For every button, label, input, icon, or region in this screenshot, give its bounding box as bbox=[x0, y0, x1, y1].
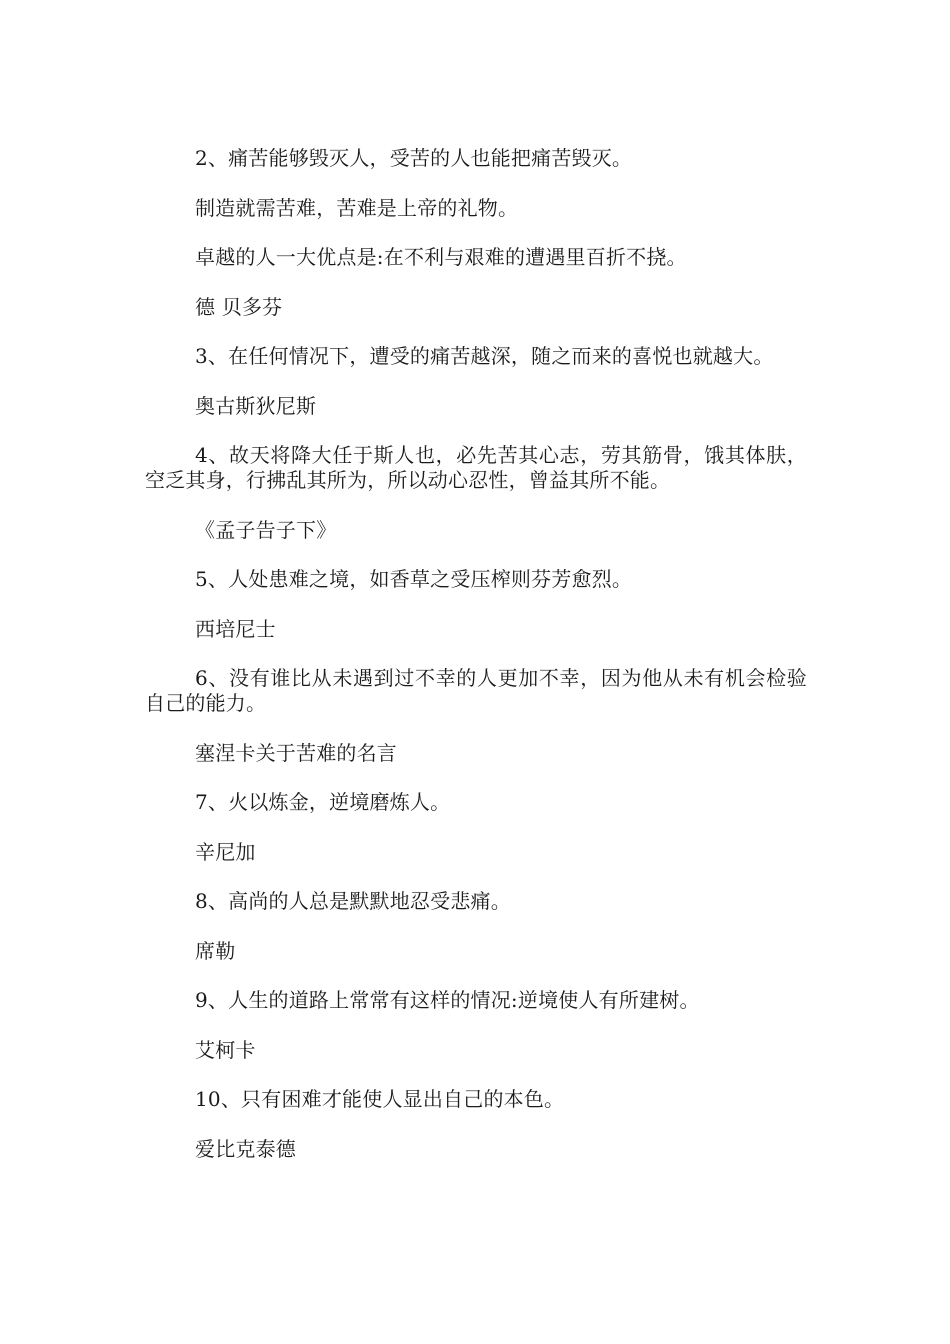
quote-paragraph: 4、故天将降大任于斯人也，必先苦其心志，劳其筋骨，饿其体肤，空乏其身，行拂乱其所为，所以动心忍性，曾益其所不能。 bbox=[145, 443, 807, 492]
quote-author: 爱比克泰德 bbox=[195, 1136, 296, 1161]
quote-paragraph: 9、人生的道路上常常有这样的情况:逆境使人有所建树。 bbox=[195, 988, 700, 1012]
quote-author: 西培尼士 bbox=[195, 616, 276, 641]
quote-paragraph: 2、痛苦能够毁灭人，受苦的人也能把痛苦毁灭。 bbox=[195, 146, 633, 170]
quote-author: 席勒 bbox=[195, 938, 236, 963]
quote-author: 《孟子告子下》 bbox=[195, 517, 337, 542]
quote-author: 艾柯卡 bbox=[195, 1037, 256, 1062]
quote-paragraph: 制造就需苦难，苦难是上帝的礼物。 bbox=[195, 195, 519, 220]
quote-paragraph: 卓越的人一大优点是:在不利与艰难的遭遇里百折不挠。 bbox=[195, 245, 687, 269]
quote-author: 辛尼加 bbox=[195, 839, 256, 864]
quote-paragraph: 7、火以炼金，逆境磨炼人。 bbox=[195, 790, 451, 814]
document-body bbox=[145, 146, 807, 1186]
quote-author: 奥古斯狄尼斯 bbox=[195, 393, 317, 418]
quote-paragraph: 6、没有谁比从未遇到过不幸的人更加不幸，因为他从未有机会检验自己的能力。 bbox=[145, 666, 807, 715]
quote-paragraph: 8、高尚的人总是默默地忍受悲痛。 bbox=[195, 889, 511, 913]
quote-author: 德 贝多芬 bbox=[195, 294, 283, 319]
quote-paragraph: 3、在任何情况下，遭受的痛苦越深，随之而来的喜悦也就越大。 bbox=[195, 344, 774, 368]
quote-paragraph: 10、只有困难才能使人显出自己的本色。 bbox=[195, 1087, 565, 1111]
quote-paragraph: 5、人处患难之境，如香草之受压榨则芬芳愈烈。 bbox=[195, 567, 633, 591]
quote-author: 塞涅卡关于苦难的名言 bbox=[195, 740, 397, 765]
